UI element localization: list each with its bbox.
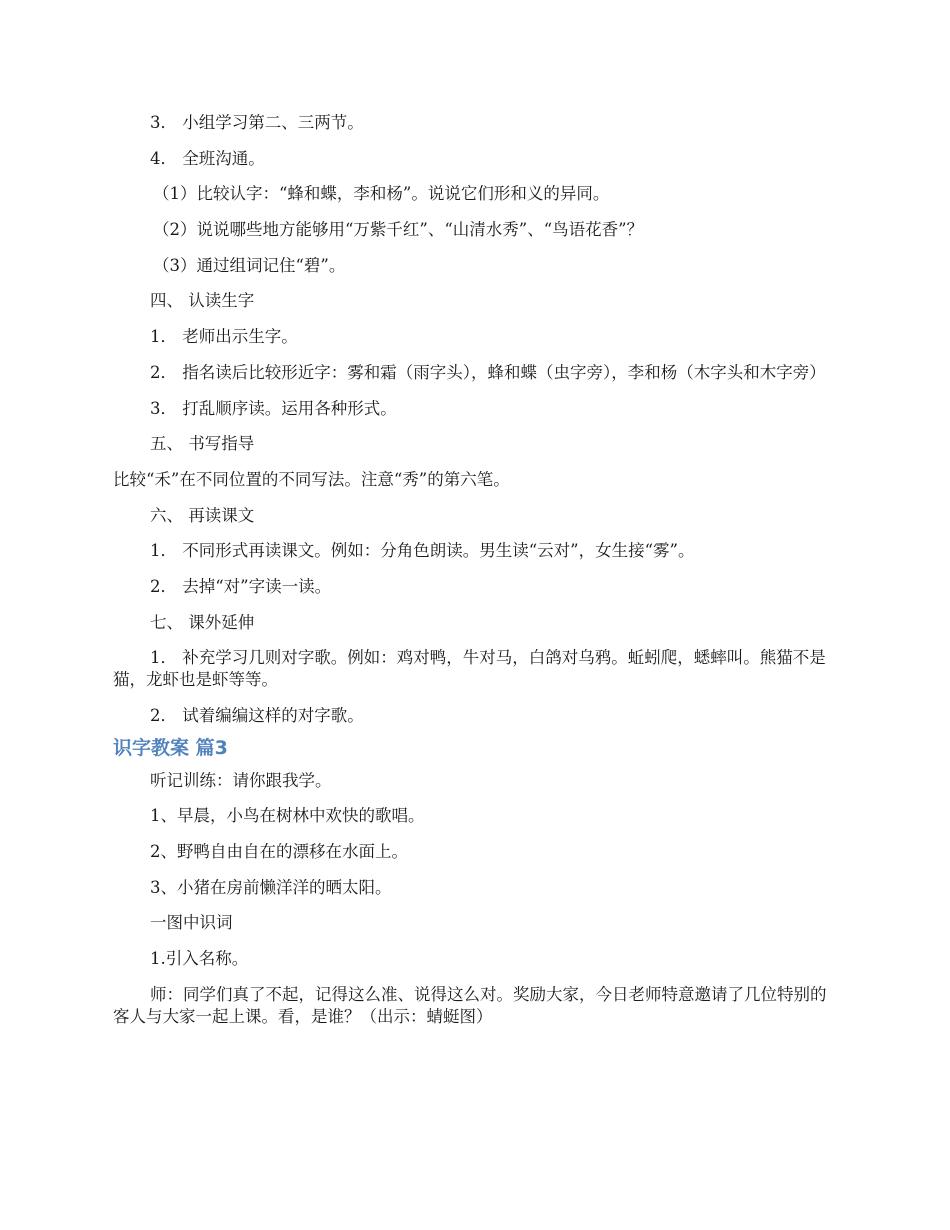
paragraph-list-item: 3． 打乱顺序读。运用各种形式。 xyxy=(150,398,397,418)
section-heading-6: 六、 再读课文 xyxy=(150,505,255,525)
lesson-title-heading: 识字教案 篇3 xyxy=(113,736,228,759)
paragraph-listening-training: 听记训练：请你跟我学。 xyxy=(150,770,332,790)
paragraph-step-3: 3． 小组学习第二、三两节。 xyxy=(150,113,364,132)
paragraph-list-item: 1． 补充学习几则对字歌。例如：鸡对鸭，牛对马，白鸽对乌鸦。蚯蚓爬，蟋蟀叫。熊猫不是猫，龙虾也是虾等等。 xyxy=(113,648,826,690)
paragraph-list-item: 2． 去掉“对”字读一读。 xyxy=(150,576,332,596)
paragraph-writing-guide: 比较“禾”在不同位置的不同写法。注意“秀”的第六笔。 xyxy=(113,469,510,489)
paragraph-teacher-dialogue: 师：同学们真了不起，记得这么准、说得这么对。奖励大家，今日老师特意邀请了几位特别的客人与大家一起上课。看，是谁？（出示：蜻蜓图） xyxy=(113,984,827,1026)
paragraph-sub-2: （2）说说哪些地方能够用“万紫千红”、“山清水秀”、“鸟语花香”？ xyxy=(153,220,644,240)
paragraph-sub-3: （3）通过组词记住“碧”。 xyxy=(153,255,346,275)
paragraph-step-4: 4． 全班沟通。 xyxy=(150,148,265,168)
paragraph-list-item: 1． 不同形式再读课文。例如：分角色朗读。男生读“云对”，女生接“雾”。 xyxy=(150,541,695,561)
paragraph-list-item: 1.引入名称。 xyxy=(150,949,249,969)
document-page xyxy=(113,112,841,1042)
section-heading-7: 七、 课外延伸 xyxy=(150,612,255,632)
section-heading-5: 五、 书写指导 xyxy=(150,434,255,454)
paragraph-list-item: 2． 指名读后比较形近字：雾和霜（雨字头），蜂和蝶（虫字旁），李和杨（木字头和木字旁） xyxy=(150,362,826,382)
paragraph-list-item: 1． 老师出示生字。 xyxy=(150,327,298,347)
section-heading-picture: 一图中识词 xyxy=(150,913,233,933)
paragraph-list-item: 2． 试着编编这样的对字歌。 xyxy=(150,706,364,725)
paragraph-sentence: 3、小猪在房前懒洋洋的晒太阳。 xyxy=(150,877,392,897)
paragraph-sentence: 2、野鸭自由自在的漂移在水面上。 xyxy=(150,842,408,862)
paragraph-sentence: 1、早晨，小鸟在树林中欢快的歌唱。 xyxy=(150,806,425,826)
section-heading-4: 四、 认读生字 xyxy=(150,291,255,311)
paragraph-sub-1: （1）比较认字：“蜂和蝶，李和杨”。说说它们形和义的异同。 xyxy=(153,184,610,204)
